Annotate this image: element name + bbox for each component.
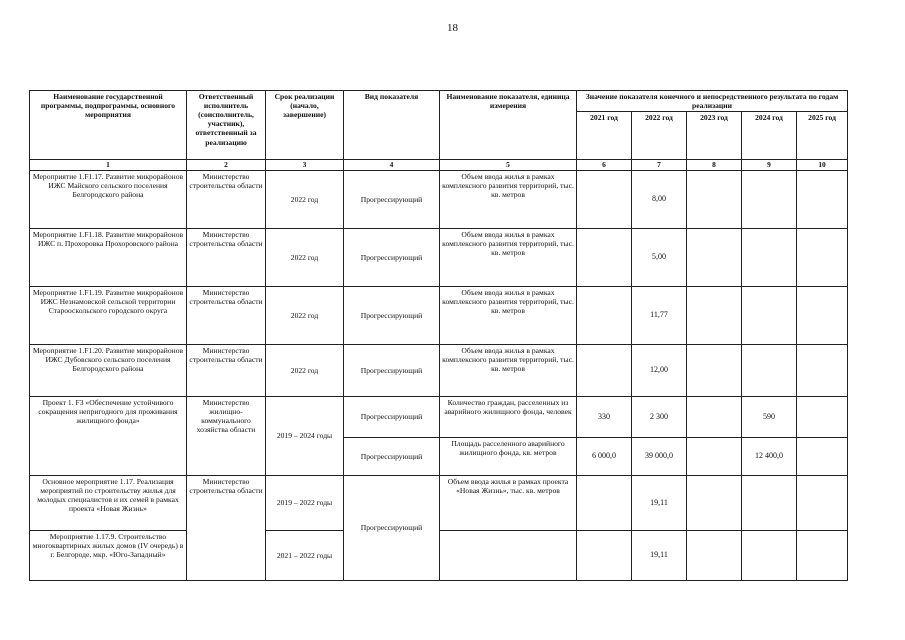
- indicator-cell: Площадь расселенного аварийного жилищного фонда, кв. метров: [440, 437, 577, 475]
- value-cell: [687, 286, 742, 344]
- indicator-cell: Объем ввода жилья в рамках комплексного развития территорий, тыс. кв. метров: [440, 344, 577, 396]
- value-cell: [687, 228, 742, 286]
- header-program: Наименование государственной программы, подпрограммы, основного мероприятия: [30, 91, 187, 160]
- table-row: [30, 286, 848, 344]
- value-cell: [577, 344, 632, 396]
- executor-cell: Министерство строительства области: [187, 170, 266, 228]
- value-cell: 330: [577, 396, 632, 437]
- table-row: [30, 396, 848, 437]
- column-number: 4: [344, 160, 440, 170]
- value-cell: [687, 170, 742, 228]
- type-cell: Прогрессирующий: [344, 344, 440, 396]
- value-cell: 6 000,0: [577, 437, 632, 475]
- header-indicator-type: Вид показателя: [344, 91, 440, 160]
- period-cell: 2021 – 2022 годы: [266, 530, 344, 580]
- table-row: [30, 228, 848, 286]
- type-cell: Прогрессирующий: [344, 286, 440, 344]
- period-cell: 2019 – 2022 годы: [266, 475, 344, 530]
- value-cell: [797, 396, 848, 437]
- table-row: [30, 475, 848, 530]
- indicator-cell: Объем ввода жилья в рамках комплексного развития территорий, тыс. кв. метров: [440, 170, 577, 228]
- value-cell: 5,00: [632, 228, 687, 286]
- type-cell: Прогрессирующий: [344, 170, 440, 228]
- value-cell: [742, 286, 797, 344]
- column-number: 8: [687, 160, 742, 170]
- executor-cell: Министерство строительства области: [187, 286, 266, 344]
- value-cell: [687, 344, 742, 396]
- program-cell: Мероприятие 1.F1.19. Развитие микрорайонов ИЖС Незнамовской сельской территории Старооскольского городского округа: [30, 286, 187, 344]
- value-cell: [687, 396, 742, 437]
- program-cell: Мероприятие 1.17.9. Строительство многоквартирных жилых домов (IV очередь) в г. Белгороде, мкр. «Юго-Западный»: [30, 530, 187, 580]
- value-cell: [797, 170, 848, 228]
- executor-cell: Министерство строительства области: [187, 228, 266, 286]
- value-cell: [687, 530, 742, 580]
- header-period: Срок реализации (начало, завершение): [266, 91, 344, 160]
- value-cell: [742, 344, 797, 396]
- indicator-cell: Объем ввода жилья в рамках комплексного развития территорий, тыс. кв. метров: [440, 286, 577, 344]
- executor-cell: Министерство строительства области: [187, 475, 266, 580]
- column-number: 3: [266, 160, 344, 170]
- period-cell: 2022 год: [266, 286, 344, 344]
- program-cell: Проект 1. F3 «Обеспечение устойчивого сокращения непригодного для проживания жилищного фонда»: [30, 396, 187, 475]
- header-year: 2022 год: [632, 112, 687, 160]
- value-cell: [797, 286, 848, 344]
- value-cell: [577, 228, 632, 286]
- value-cell: [742, 475, 797, 530]
- column-number: 2: [187, 160, 266, 170]
- column-number: 5: [440, 160, 577, 170]
- value-cell: [577, 530, 632, 580]
- value-cell: [742, 530, 797, 580]
- type-cell: Прогрессирующий: [344, 437, 440, 475]
- value-cell: [797, 228, 848, 286]
- program-cell: Мероприятие 1.F1.20. Развитие микрорайонов ИЖС Дубовского сельского поселения Белгородского района: [30, 344, 187, 396]
- program-cell: Мероприятие 1.F1.17. Развитие микрорайонов ИЖС Майского сельского поселения Белгородского района: [30, 170, 187, 228]
- indicators-table: [29, 90, 848, 581]
- indicator-cell: [440, 530, 577, 580]
- value-cell: [687, 437, 742, 475]
- header-year: 2025 год: [797, 112, 848, 160]
- header-indicator-name: Наименование показателя, единица измерения: [440, 91, 577, 160]
- table-row: [30, 530, 848, 580]
- indicator-cell: Объем ввода жилья в рамках проекта «Новая Жизнь», тыс. кв. метров: [440, 475, 577, 530]
- header-year: 2024 год: [742, 112, 797, 160]
- value-cell: [797, 437, 848, 475]
- type-cell: Прогрессирующий: [344, 475, 440, 580]
- value-cell: [742, 228, 797, 286]
- executor-cell: Министерство жилищно-коммунального хозяйства области: [187, 396, 266, 475]
- value-cell: [687, 475, 742, 530]
- table-row: [30, 344, 848, 396]
- header-values-group: Значение показателя конечного и непосредственного результата по годам реализации: [577, 91, 848, 112]
- type-cell: Прогрессирующий: [344, 396, 440, 437]
- executor-cell: Министерство строительства области: [187, 344, 266, 396]
- value-cell: 39 000,0: [632, 437, 687, 475]
- indicator-cell: Объем ввода жилья в рамках комплексного развития территорий, тыс. кв. метров: [440, 228, 577, 286]
- value-cell: [577, 286, 632, 344]
- value-cell: 12 400,0: [742, 437, 797, 475]
- column-number: 7: [632, 160, 687, 170]
- column-number: 9: [742, 160, 797, 170]
- value-cell: [797, 475, 848, 530]
- column-number: 10: [797, 160, 848, 170]
- period-cell: 2022 год: [266, 170, 344, 228]
- program-cell: Мероприятие 1.F1.18. Развитие микрорайонов ИЖС п. Прохоровка Прохоровского района: [30, 228, 187, 286]
- value-cell: 590: [742, 396, 797, 437]
- value-cell: [797, 344, 848, 396]
- period-cell: 2022 год: [266, 228, 344, 286]
- table-row: [30, 170, 848, 228]
- value-cell: [797, 530, 848, 580]
- type-cell: Прогрессирующий: [344, 228, 440, 286]
- period-cell: 2019 – 2024 годы: [266, 396, 344, 475]
- page-number: 18: [447, 22, 458, 34]
- header-executor: Ответственный исполнитель (соисполнитель, участник), ответственный за реализацию: [187, 91, 266, 160]
- period-cell: 2022 год: [266, 344, 344, 396]
- value-cell: 8,00: [632, 170, 687, 228]
- program-cell: Основное мероприятие 1.17. Реализация мероприятий по строительству жилья для молодых специалистов и их семей в рамках проекта «Новая Жизнь»: [30, 475, 187, 530]
- indicator-cell: Количество граждан, расселенных из аварийного жилищного фонда, человек: [440, 396, 577, 437]
- column-number: 1: [30, 160, 187, 170]
- header-year: 2023 год: [687, 112, 742, 160]
- value-cell: [577, 170, 632, 228]
- value-cell: 19,11: [632, 530, 687, 580]
- value-cell: [577, 475, 632, 530]
- value-cell: 19,11: [632, 475, 687, 530]
- value-cell: [742, 170, 797, 228]
- column-number: 6: [577, 160, 632, 170]
- value-cell: 11,77: [632, 286, 687, 344]
- header-year: 2021 год: [577, 112, 632, 160]
- value-cell: 2 300: [632, 396, 687, 437]
- value-cell: 12,00: [632, 344, 687, 396]
